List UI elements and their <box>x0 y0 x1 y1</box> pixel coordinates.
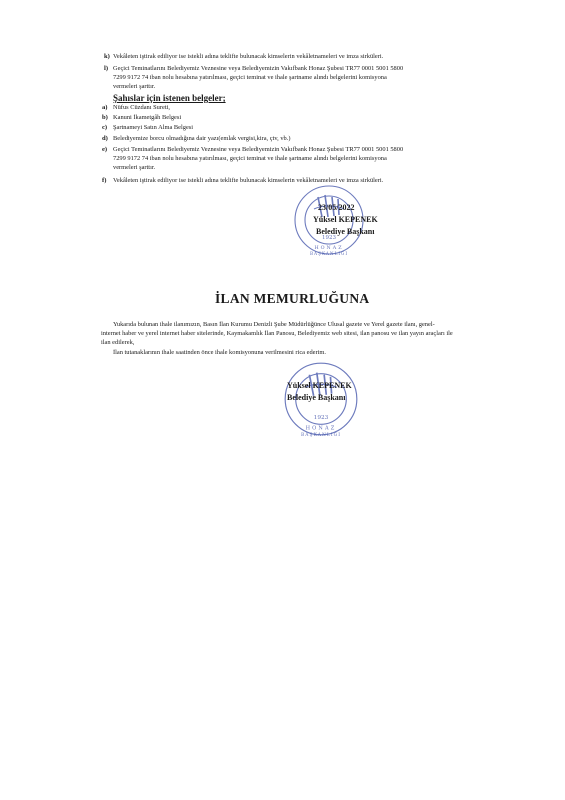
item-text: vermeleri şarttır. <box>113 164 156 171</box>
item-label: a) <box>102 104 108 111</box>
seal-year: 1923 <box>322 235 336 241</box>
item-text: Şartnameyi Satın Alma Belgesi <box>113 124 194 131</box>
item-text: Vekâleten iştirak ediliyor ise istekli adına teklifte bulunacak kimselerin vekâletnameleri ve imza sirküleri. <box>113 177 384 184</box>
item-text: Belediyemize borcu olmadığına dair yazı(emlak vergisi,kira, çtv, vb.) <box>113 135 291 142</box>
item-label: d) <box>102 135 108 142</box>
item-text: 7299 9172 74 iban nolu hesabına yatırılması, geçici teminat ve ihale şartname alındı belgelerini komisyona <box>113 155 387 162</box>
section-heading: Şahıslar için istenen belgeler; <box>113 93 226 103</box>
body-line: Yukarıda bulunan ihale ilanımızın, Basın İlan Kurumu Denizli Şube Müdürlüğünce Ulusal gazete ve Yerel gazete ilanı, genel- <box>113 321 435 328</box>
item-text: 7299 9172 74 iban nolu hesabına yatırılması, geçici teminat ve ihale şartname alındı belgelerini komisyona <box>113 74 387 81</box>
signatory-title: Belediye Başkanı <box>287 393 346 402</box>
item-text: Vekâleten iştirak ediliyor ise istekli adına teklifte bulunacak kimselerin vekâletnameleri ve imza sirküleri. <box>113 53 384 60</box>
body-line: ilan edilerek, <box>101 339 135 346</box>
item-text: Kanuni İkametgâh Belgesi <box>113 114 182 121</box>
seal-ring-bottom: BAŞKANLIĞI <box>309 251 349 256</box>
item-label: e) <box>102 146 108 153</box>
page-title: İLAN MEMURLUĞUNA <box>215 291 370 306</box>
seal-year: 1923 <box>313 415 329 422</box>
item-text: vermeleri şarttır. <box>113 83 156 90</box>
seal-ring-top: HONAZ <box>314 246 344 251</box>
item-label: b) <box>102 114 108 121</box>
signatory-title: Belediye Başkanı <box>316 227 375 236</box>
signature-date: 23/05/2022 <box>318 203 355 212</box>
item-text: Geçici Teminatlarını Belediyemiz Veznesine veya Belediyemizin Vakıfbank Honaz Şubesi TR77 0001 5001 5800 <box>113 65 404 72</box>
item-label: l) <box>104 65 109 72</box>
body-line: İlan tutanaklarının ihale saatinden önce ihale komisyonuna verilmesini rica ederim. <box>113 349 326 356</box>
signatory-name: Yüksel KEPENEK <box>313 215 378 224</box>
item-text: Nüfus Cüzdanı Sureti, <box>113 104 170 111</box>
item-text: Geçici Teminatlarını Belediyemiz Veznesine veya Belediyemizin Vakıfbank Honaz Şubesi TR77 0001 5001 5800 <box>113 146 404 153</box>
item-label: k) <box>104 53 110 60</box>
seal-ring-bottom: BAŞKANLIĞI <box>300 432 342 438</box>
item-label: c) <box>102 124 108 131</box>
item-label: f) <box>102 177 107 184</box>
signatory-name: Yüksel KEPENEK <box>287 381 352 390</box>
seal-ring-top: HONAZ <box>305 425 337 432</box>
body-line: internet haber ve yerel internet haber sitelerinde, Kaymakamlık İlan Panosu, Belediyemiz web sitesi, ilan panosu ve ilan yayın araçları ile <box>101 330 453 337</box>
